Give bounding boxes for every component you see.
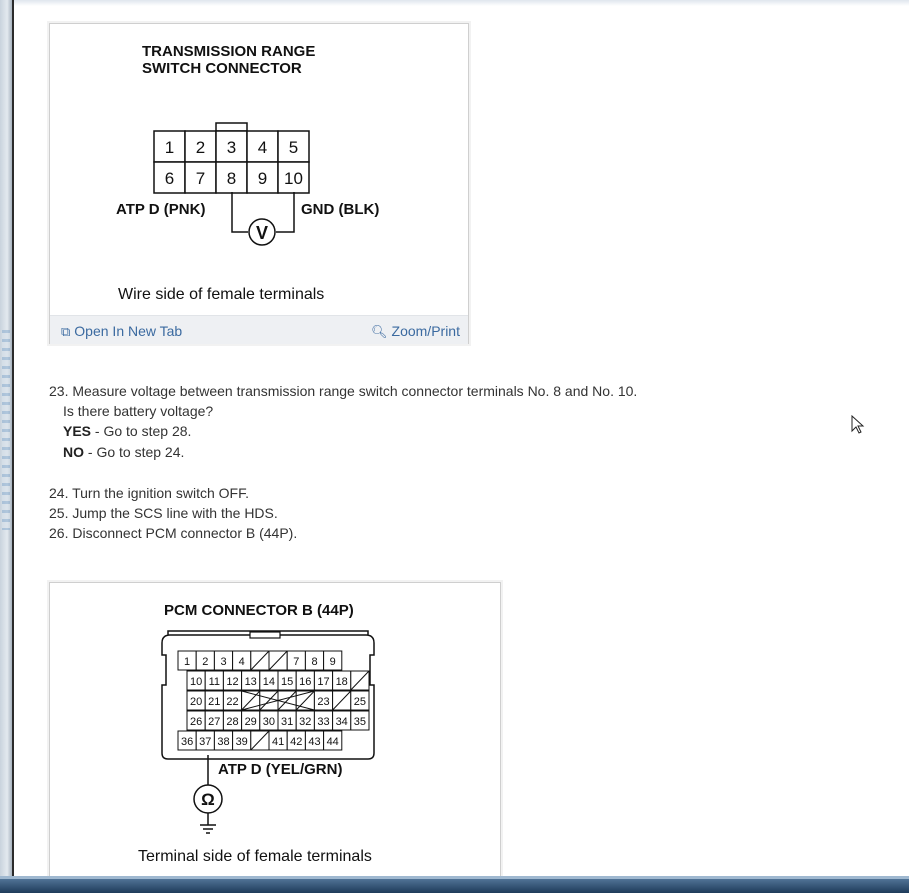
pcm-pin-13: 13 xyxy=(244,676,257,688)
pcm-pin-17: 17 xyxy=(317,676,330,688)
figure-transmission-range-switch xyxy=(49,23,469,344)
step-25: 25. Jump the SCS line with the HDS. xyxy=(49,505,278,521)
pin-number-9: 9 xyxy=(257,169,268,188)
no-label: NO xyxy=(63,444,84,460)
pcm-pin-10: 10 xyxy=(189,676,203,688)
pcm-diagram-title: PCM CONNECTOR B (44P) xyxy=(164,602,354,619)
step-23-question: Is there battery voltage? xyxy=(63,403,214,419)
pcm-pin-28: 28 xyxy=(226,716,239,728)
pcm-pin-15: 15 xyxy=(280,676,294,688)
pin-number-8: 8 xyxy=(226,169,237,188)
pcm-pin-31: 31 xyxy=(280,716,294,728)
diagram-title-line1: TRANSMISSION RANGE xyxy=(142,43,316,60)
label-gnd-blk: GND (BLK) xyxy=(301,201,380,218)
mouse-cursor-icon xyxy=(851,415,865,435)
pin-number-1: 1 xyxy=(164,138,175,157)
ohmmeter-symbol: Ω xyxy=(201,790,215,809)
pcm-pin-25: 25 xyxy=(353,696,367,708)
pcm-pin-9: 9 xyxy=(329,656,336,668)
open-in-new-tab-label: Open In New Tab xyxy=(74,323,183,339)
pcm-pin-37: 37 xyxy=(199,736,212,748)
pin-number-5: 5 xyxy=(288,138,299,157)
no-action: - Go to step 24. xyxy=(84,444,185,460)
pin-number-7: 7 xyxy=(195,169,206,188)
wire-gnd xyxy=(276,192,294,232)
pin-number-6: 6 xyxy=(164,169,175,188)
pcm-pin-2: 2 xyxy=(202,656,209,668)
pin-number-4: 4 xyxy=(257,138,268,157)
step-24: 24. Turn the ignition switch OFF. xyxy=(49,485,249,501)
pcm-pin-43: 43 xyxy=(308,736,321,748)
step-23: 23. Measure voltage between transmission range switch connector terminals No. 8 and No. 10. xyxy=(49,383,638,399)
zoom-print-link[interactable] xyxy=(371,323,460,340)
pcm-pin-grid xyxy=(178,651,369,750)
pcm-pin-7: 7 xyxy=(293,656,300,668)
pcm-pin-42: 42 xyxy=(290,736,303,748)
pcm-pin-14: 14 xyxy=(262,676,276,688)
pcm-pin-16: 16 xyxy=(299,676,312,688)
figure-toolbar xyxy=(50,315,468,344)
top-edge xyxy=(14,0,909,6)
yes-label: YES xyxy=(63,423,92,439)
pin-number-2: 2 xyxy=(195,138,206,157)
label-atp-d-yel-grn: ATP D (YEL/GRN) xyxy=(218,761,343,778)
connector-latch xyxy=(216,123,247,131)
figure-pcm-connector-b xyxy=(49,582,501,883)
open-tab-icon: ⧉ xyxy=(61,324,71,339)
pcm-latch xyxy=(250,632,280,638)
window-frame-detail xyxy=(2,330,10,530)
pcm-pin-34: 34 xyxy=(335,716,348,728)
diagram-title-line2: SWITCH CONNECTOR xyxy=(142,60,302,77)
pcm-pin-35: 35 xyxy=(353,716,367,728)
pcm-pin-32: 32 xyxy=(299,716,312,728)
pcm-pin-27: 27 xyxy=(208,716,221,728)
pin-number-10: 10 xyxy=(284,169,303,188)
pcm-pin-26: 26 xyxy=(189,716,203,728)
pcm-figure-caption: Terminal side of female terminals xyxy=(138,848,372,865)
pcm-pin-39: 39 xyxy=(235,736,248,748)
pcm-pin-38: 38 xyxy=(217,736,230,748)
pcm-pin-22: 22 xyxy=(226,696,239,708)
pcm-pin-11: 11 xyxy=(208,676,221,688)
label-atp-d-pnk: ATP D (PNK) xyxy=(116,201,206,218)
wire-atp-d xyxy=(232,192,248,232)
connector-pin-grid xyxy=(154,131,309,193)
step-23-no xyxy=(63,443,184,461)
figure-caption: Wire side of female terminals xyxy=(118,286,325,303)
zoom-icon: 🔍︎ xyxy=(371,324,388,339)
step-26: 26. Disconnect PCM connector B (44P). xyxy=(49,525,298,541)
voltmeter-symbol: V xyxy=(255,223,269,243)
pcm-pin-1: 1 xyxy=(184,656,191,668)
window-frame-border xyxy=(12,0,14,893)
pcm-pin-29: 29 xyxy=(244,716,257,728)
pcm-pin-20: 20 xyxy=(189,696,203,708)
pcm-pin-18: 18 xyxy=(335,676,348,688)
pcm-pin-41: 41 xyxy=(271,736,285,748)
open-in-new-tab-link[interactable] xyxy=(61,323,182,340)
pcm-pin-8: 8 xyxy=(311,656,318,668)
pcm-pin-12: 12 xyxy=(226,676,239,688)
pcm-pin-36: 36 xyxy=(180,736,194,748)
zoom-print-label: Zoom/Print xyxy=(391,323,460,339)
pcm-pin-23: 23 xyxy=(317,696,330,708)
pcm-pin-21: 21 xyxy=(208,696,221,708)
pcm-pin-30: 30 xyxy=(262,716,276,728)
yes-action: - Go to step 28. xyxy=(91,423,192,439)
pcm-connector-diagram xyxy=(50,583,500,883)
pin-number-3: 3 xyxy=(226,138,237,157)
pcm-pin-3: 3 xyxy=(220,656,227,668)
ground-icon xyxy=(200,825,216,833)
pcm-pin-44: 44 xyxy=(326,736,339,748)
taskbar-highlight xyxy=(0,876,909,879)
pcm-pin-33: 33 xyxy=(317,716,330,728)
pcm-pin-4: 4 xyxy=(238,656,245,668)
transmission-range-switch-diagram xyxy=(50,24,468,315)
step-23-yes xyxy=(63,422,191,440)
